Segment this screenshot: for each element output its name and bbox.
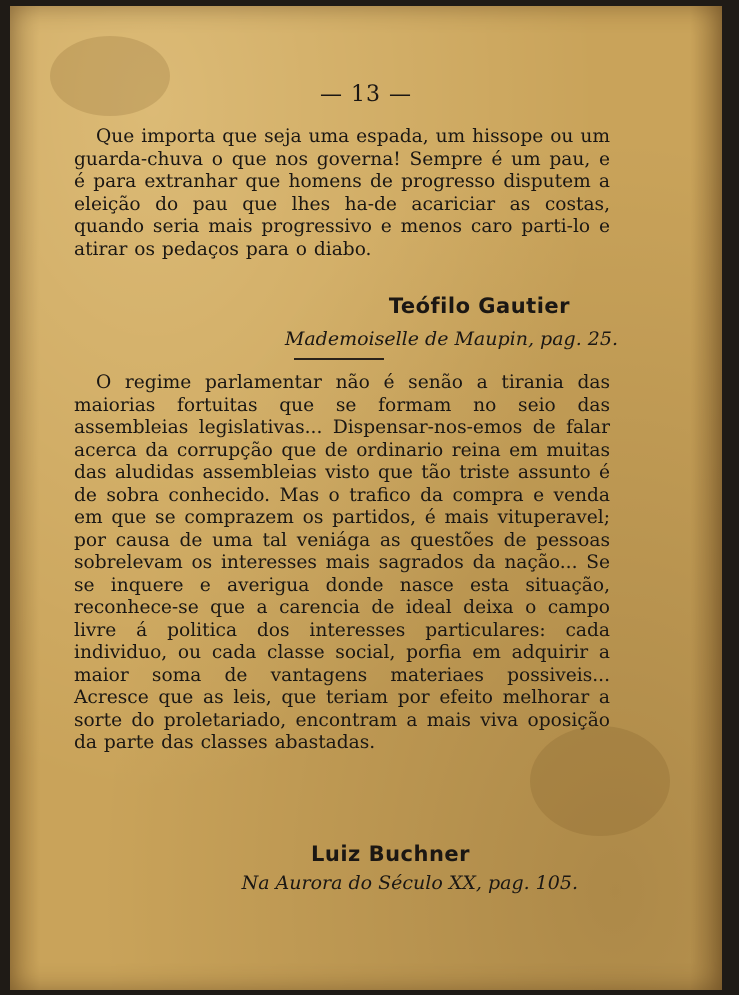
quote-source: Na Aurora do Século XX, pag. 105. (241, 872, 578, 894)
page-number: — 13 — (320, 82, 412, 107)
quote-source: Mademoiselle de Maupin, pag. 25. (284, 328, 618, 350)
quote-text: Que importa que seja uma espada, um hissope ou um guarda-chuva o que nos governa! Sempre é um pau, e é para extranhar que homens de progresso disputem a eleição do pau que lhes ha-de acariciar as costas, quando seria mais progressivo e menos caro parti-lo e atirar os pedaços para o diabo. (74, 126, 610, 260)
quote-author: Teófilo Gautier (388, 294, 570, 318)
section-divider (294, 358, 384, 360)
quote-text: O regime parlamentar não é senão a tirania das maiorias fortuitas que se formam no seio das assembleias legislativas... Dispensar-nos-emos de falar acerca da corrupção que de ordinario reina em muitas das aludidas assembleias visto que tão triste assunto é de sobra conhecido. Mas o trafico da compra e venda em que se comprazem os partidos, é mais vituperavel; por causa de uma tal veniága as questões de pessoas sobrelevam os interesses mais sagrados da nação... Se se inquere e averigua donde nasce esta situação, reconhece-se que a carencia de ideal deixa o campo livre á politica dos interesses particulares: cada individuo, ou cada classe social, porfia em adquirir a maior soma de vantagens materiaes possiveis... Acresce que as leis, que teriam por efeito melhorar a sorte do proletariado, encontram a mais viva oposição da parte das classes abastadas. (74, 372, 610, 753)
book-page (10, 6, 722, 990)
quote-author: Luiz Buchner (311, 842, 470, 866)
